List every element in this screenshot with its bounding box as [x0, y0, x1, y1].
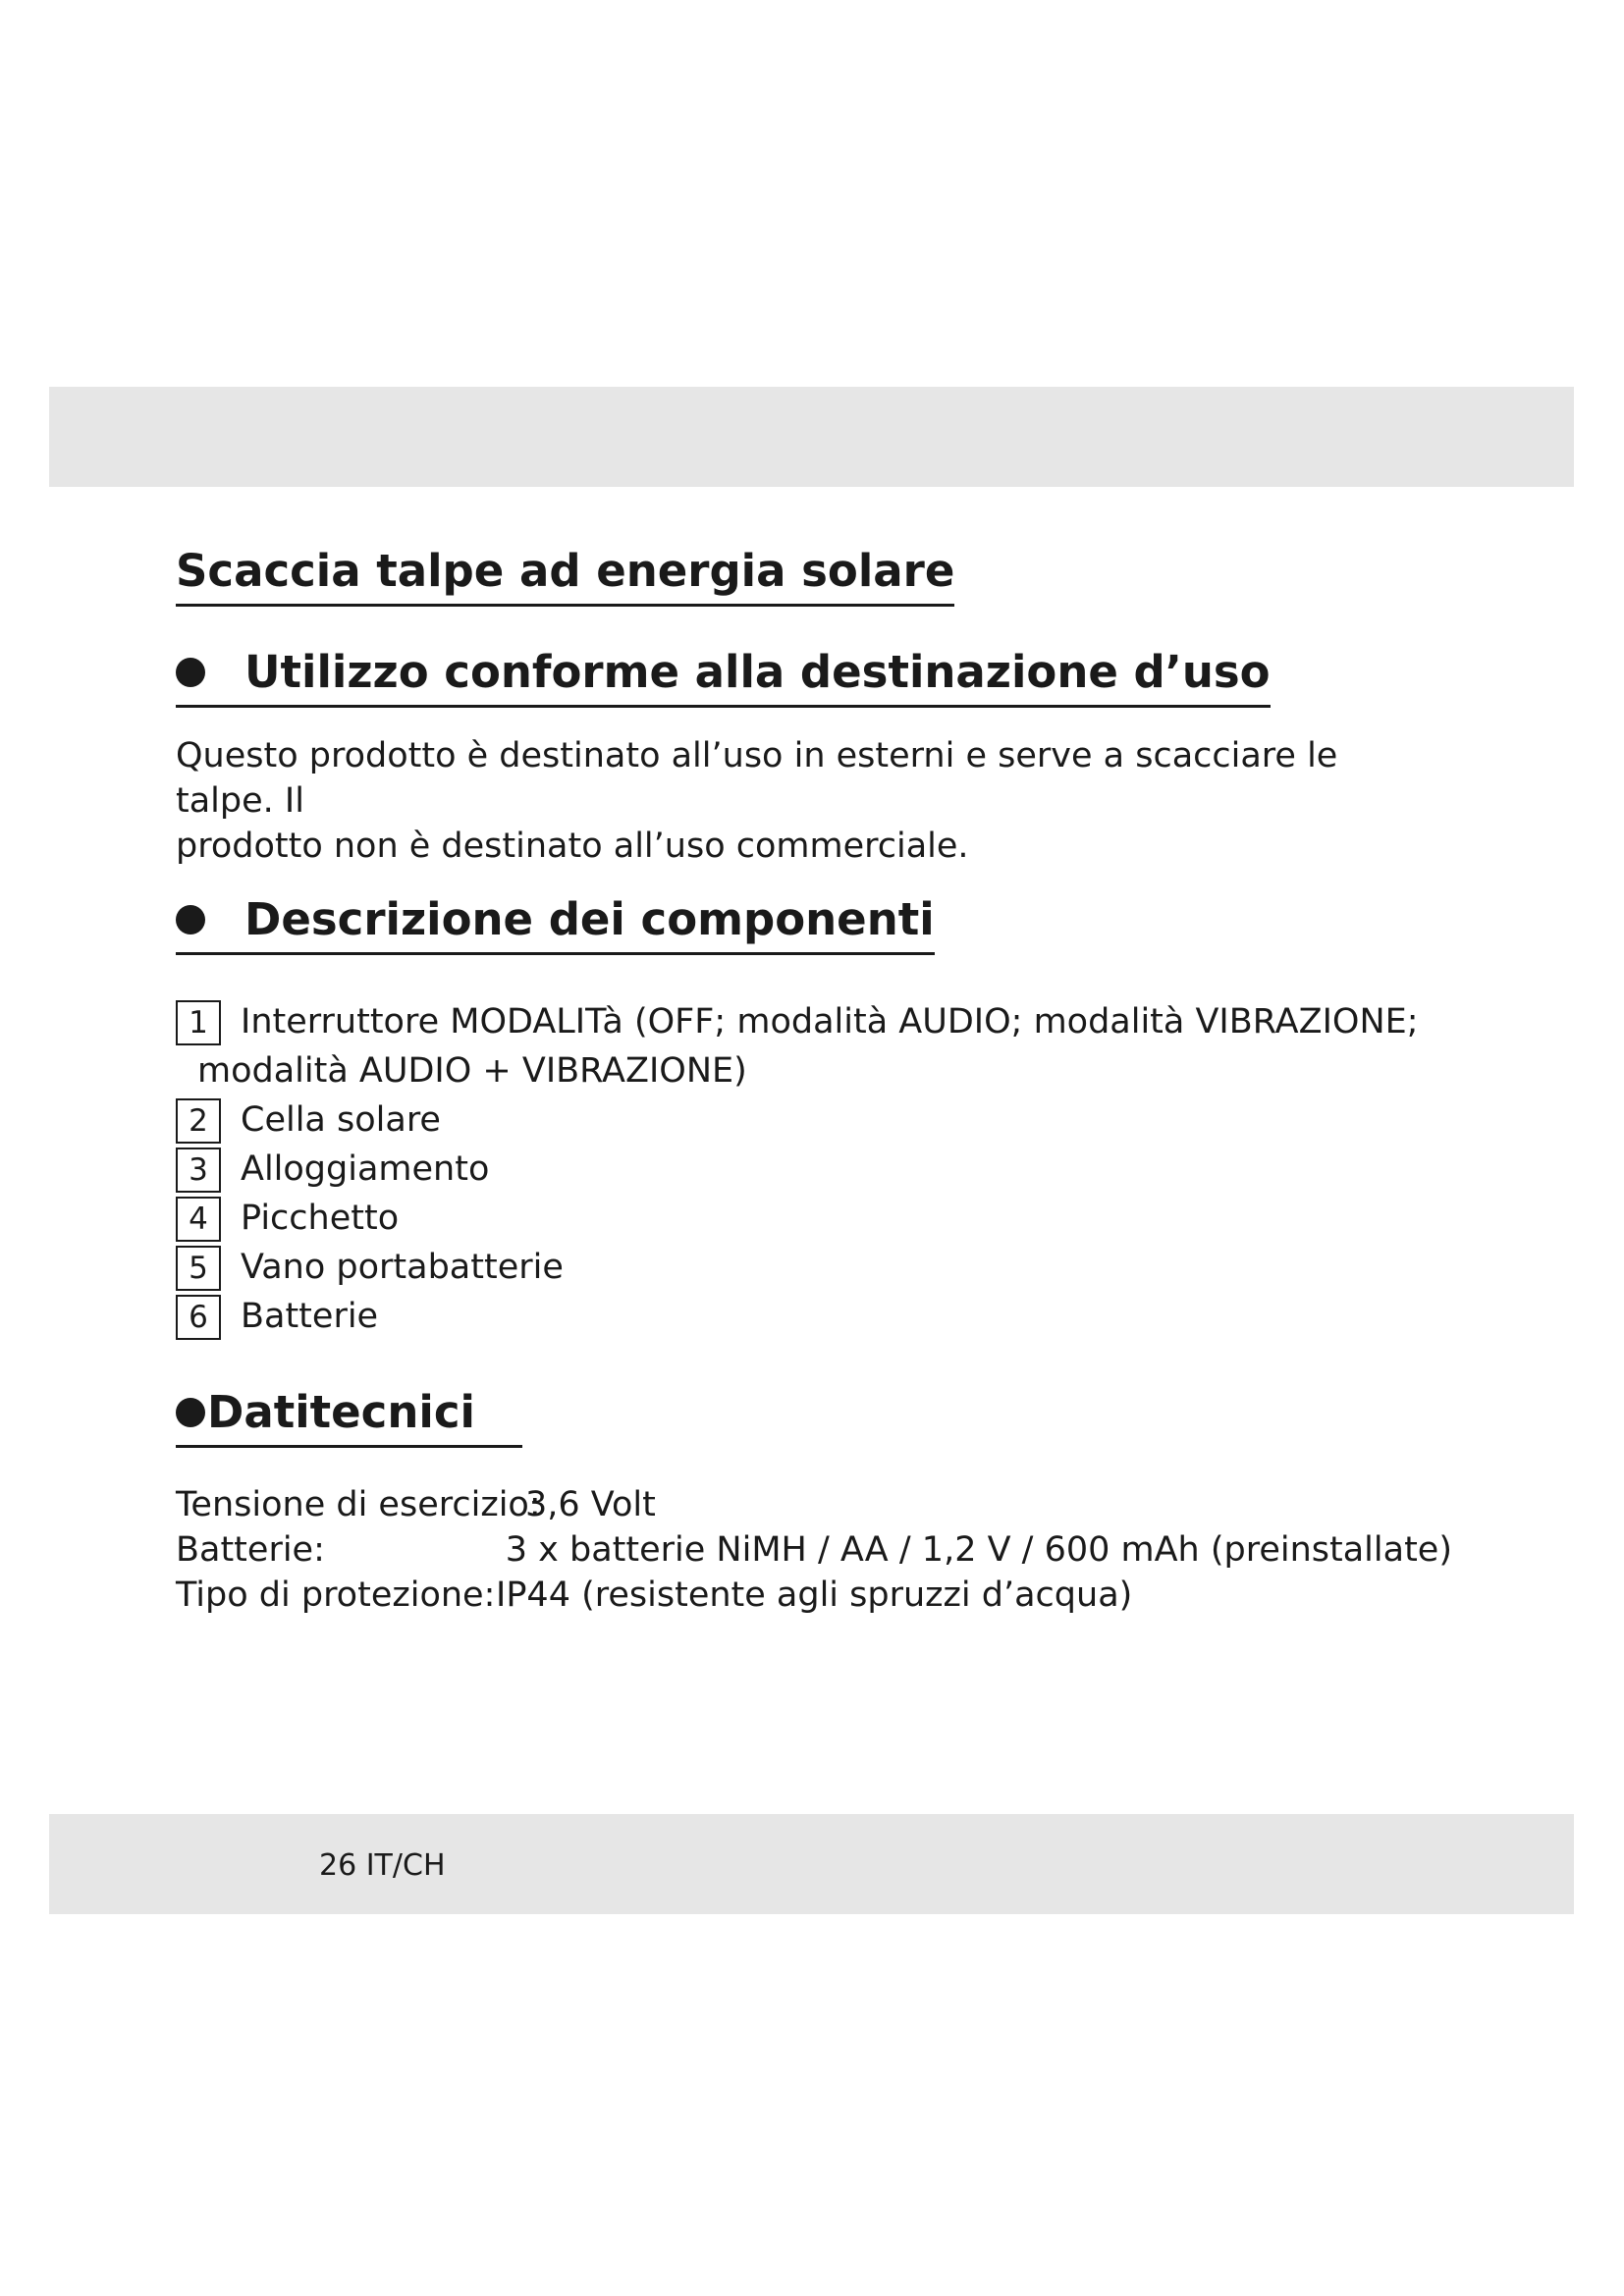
- section-heading-usage-text: Utilizzo conforme alla destinazione d’uso: [244, 646, 1271, 698]
- header-band: [49, 387, 1574, 487]
- component-label: Alloggiamento: [241, 1149, 490, 1189]
- section-heading-technical: [176, 1384, 522, 1448]
- technical-specs: [176, 1482, 1452, 1618]
- spec-key: Tipo di protezione:: [176, 1575, 496, 1615]
- component-number-box: 4: [176, 1197, 221, 1242]
- usage-text-line-2: prodotto non è destinato all’uso commerciale.: [176, 827, 969, 866]
- list-item: [176, 997, 1452, 1095]
- list-item: [176, 1145, 1452, 1194]
- spec-value: 3,6 Volt: [525, 1485, 656, 1524]
- component-label: [197, 997, 1452, 1095]
- component-label: Vano portabatterie: [241, 1248, 564, 1287]
- list-item: [176, 1095, 1452, 1145]
- section-heading-technical-text: Datitecnici: [207, 1386, 475, 1438]
- section-heading-components: [176, 891, 935, 955]
- spec-row: [176, 1482, 1452, 1527]
- section-heading-usage: [176, 644, 1271, 708]
- spec-row: [176, 1527, 1452, 1573]
- component-number-box: 2: [176, 1098, 221, 1144]
- spec-row: [176, 1573, 1452, 1618]
- component-label: Batterie: [241, 1297, 379, 1336]
- list-item: [176, 1194, 1452, 1243]
- component-label: Cella solare: [241, 1100, 441, 1140]
- list-item: [176, 1292, 1452, 1341]
- components-list: [176, 997, 1452, 1341]
- spec-value: IP44 (resistente agli spruzzi d’acqua): [496, 1575, 1133, 1615]
- bullet-icon: [176, 1398, 205, 1427]
- component-label-line-1: Interruttore MODALITà (OFF; modalità AUDIO; modalità VIBRAZIONE;: [241, 1002, 1419, 1041]
- document-title: Scaccia talpe ad energia solare: [176, 543, 954, 607]
- component-number-box: 6: [176, 1295, 221, 1340]
- usage-text-line-1: Questo prodotto è destinato all’uso in esterni e serve a scacciare le talpe. Il: [176, 736, 1338, 821]
- component-number-box: 5: [176, 1246, 221, 1291]
- component-number-box: 3: [176, 1148, 221, 1193]
- spec-key: Batterie:: [176, 1530, 325, 1570]
- spec-key: Tensione di esercizio:: [176, 1485, 541, 1524]
- bullet-icon: [176, 905, 205, 934]
- page-number: 26 IT/CH: [319, 1848, 446, 1883]
- component-label: Picchetto: [241, 1199, 400, 1238]
- bullet-icon: [176, 658, 205, 687]
- usage-paragraph: [176, 733, 1403, 869]
- footer-band: [49, 1814, 1574, 1914]
- list-item: [176, 1243, 1452, 1292]
- section-heading-components-text: Descrizione dei componenti: [244, 893, 935, 945]
- spec-value: 3 x batterie NiMH / AA / 1,2 V / 600 mAh (preinstallate): [505, 1530, 1452, 1570]
- component-number-box: 1: [176, 1000, 221, 1045]
- component-label-line-2: modalità AUDIO + VIBRAZIONE): [197, 1051, 747, 1091]
